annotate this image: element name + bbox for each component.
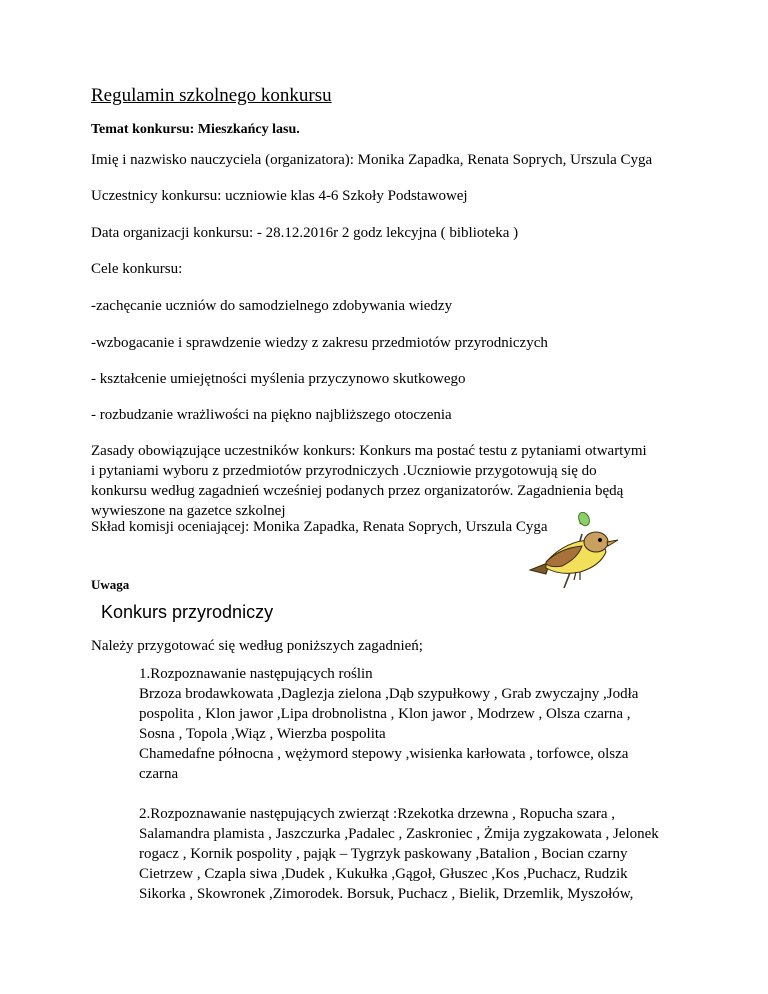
rules-line: konkursu według zagadnień wcześniej podanych przez organizatorów. Zagadnienia będą [91, 483, 624, 499]
bird-beak [607, 540, 618, 546]
animals-line: Salamandra plamista , Jaszczurka ,Padalec , Zaskroniec , Żmija zygzakowata , Jelonek [139, 826, 659, 842]
plants-item [139, 664, 638, 784]
animals-line: rogacz , Kornik pospolity , pająk – Tygrzyk paskowany ,Batalion , Bocian czarny [139, 846, 628, 862]
animals-item [139, 804, 659, 904]
plants-line: Sosna , Topola ,Wiąz , Wierzba pospolita [139, 726, 386, 742]
animals-line: 2.Rozpoznawanie następujących zwierząt :Rzekotka drzewna , Ropucha szara , [139, 806, 616, 822]
rules-line: Zasady obowiązujące uczestników konkurs: Konkurs ma postać testu z pytaniami otwartymi [91, 443, 647, 459]
plants-line: czarna [139, 766, 179, 782]
goal-item: -zachęcanie uczniów do samodzielnego zdobywania wiedzy [91, 298, 453, 314]
organizers-line: Imię i nazwisko nauczyciela (organizatora): Monika Zapadka, Renata Soprych, Urszula Cyga [91, 152, 653, 168]
animals-line: Cietrzew , Czapla siwa ,Dudek , Kukułka ,Gągoł, Głuszec ,Kos ,Puchacz, Rudzik [139, 866, 628, 882]
committee-line: Skład komisji oceniającej: Monika Zapadka, Renata Soprych, Urszula Cyga [91, 519, 548, 535]
rules-line: i pytaniami wyboru z przedmiotów przyrodniczych .Uczniowie przygotowują się do [91, 463, 597, 479]
note-label: Uwaga [91, 577, 130, 592]
plants-line: pospolita , Klon jawor ,Lipa drobnolistna , Klon jawor , Modrzew , Olsza czarna , [139, 706, 631, 722]
goals-heading: Cele konkursu: [91, 261, 183, 277]
plants-line: Brzoza brodawkowata ,Daglezja zielona ,Dąb szypułkowy , Grab zwyczajny ,Jodła [139, 686, 639, 702]
plants-line: 1.Rozpoznawanie następujących roślin [139, 666, 373, 682]
bird-head [584, 532, 608, 552]
page-title: Regulamin szkolnego konkursu [91, 85, 332, 106]
animals-line: Sikorka , Skowronek ,Zimorodek. Borsuk, Puchacz , Bielik, Drzemlik, Myszołów, [139, 886, 634, 902]
bird-illustration [522, 512, 622, 590]
date-line: Data organizacji konkursu: - 28.12.2016r 2 godz lekcyjna ( biblioteka ) [91, 225, 519, 241]
leaf [577, 512, 592, 527]
contest-topic: Temat konkursu: Mieszkańcy lasu. [91, 122, 300, 137]
rules-line: wywieszone na gazetce szkolnej [91, 503, 286, 519]
prepare-intro: Należy przygotować się według poniższych zagadnień; [91, 638, 423, 654]
rules-paragraph [91, 441, 647, 521]
participants-line: Uczestnicy konkursu: uczniowie klas 4-6 Szkoły Podstawowej [91, 188, 468, 204]
section-title: Konkurs przyrodniczy [101, 602, 274, 622]
bird-eye [598, 538, 602, 542]
goal-item: - rozbudzanie wrażliwości na piękno najbliższego otoczenia [91, 407, 452, 423]
goal-item: - kształcenie umiejętności myślenia przyczynowo skutkowego [91, 371, 466, 387]
plants-line: Chamedafne północna , wężymord stepowy ,wisienka karłowata , torfowce, olsza [139, 746, 629, 762]
goal-item: -wzbogacanie i sprawdzenie wiedzy z zakresu przedmiotów przyrodniczych [91, 335, 548, 351]
